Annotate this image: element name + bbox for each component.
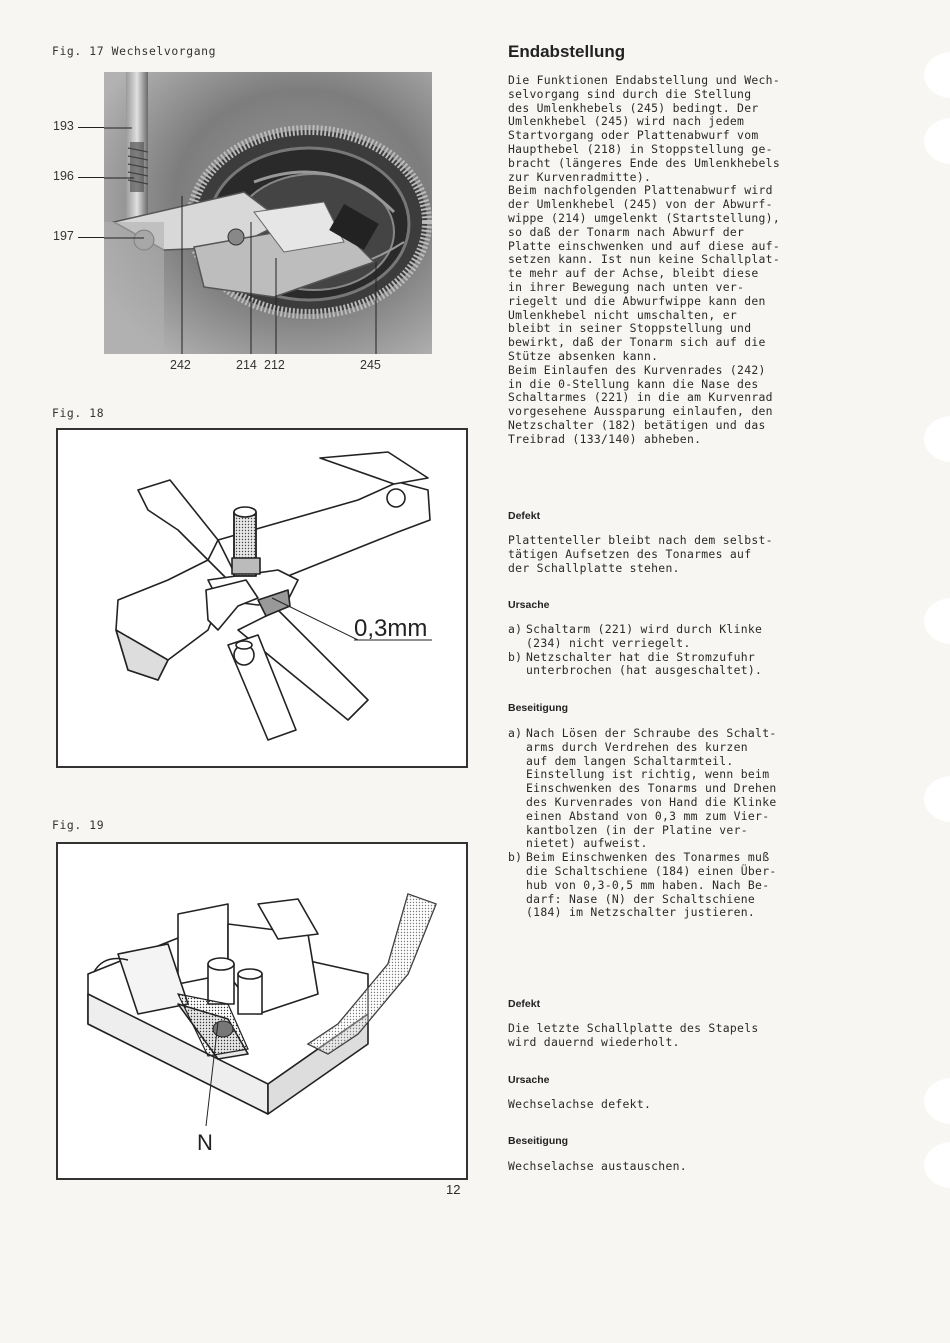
- fig19-frame: [56, 842, 468, 1180]
- binder-hole: [924, 776, 950, 822]
- leader-line: [78, 177, 104, 178]
- dimension-label: 0,3mm: [354, 615, 428, 642]
- fault1-defekt-header: Defekt: [508, 510, 541, 522]
- fig17-photo: [104, 72, 432, 354]
- list-item: [508, 623, 838, 651]
- fault2-beseitigung-paragraph: Wechselachse austauschen.: [508, 1159, 687, 1173]
- fault1-ursache-list: [508, 623, 838, 678]
- fault1-defekt-paragraph: Plattenteller bleibt nach dem selbst- tätigen Aufsetzen des Tonarmes auf der Schallplatte stehen.: [508, 533, 773, 575]
- fig19-mains-switch-illustration: [58, 844, 466, 1178]
- leader-line: [78, 237, 104, 238]
- item-text: Netzschalter hat die Stromzufuhr unterbrochen (hat ausgeschaltet).: [526, 649, 763, 678]
- intro-paragraph: Die Funktionen Endabstellung und Wech- selvorgang sind durch die Stellung des Umlenkhebels (245) bedingt. Der Umlenkhebel (245) wird nach jedem Startvorgang oder Plattenabwurf vom Haupthebel (218) in Stoppstellung ge- bracht (längeres Ende des Umlenkhebels zur Kurvenradmitte). Beim nachfolgenden Plattenabwurf wird der Umlenkhebel (245) von der Abwurf- wippe (214) umgelenkt (Startstellung), so daß der Tonarm nach Abwurf der Platte einschwenken und auf diese auf- setzen kann. Ist nun keine Schallplat- te mehr auf der Achse, bleibt diese in ihrer Bewegung nach unten ver- riegelt und die Abwurfwippe kann den Umlenkhebel nicht umschalten, er bleibt in seiner Stoppstellung und bewirkt, daß der Tonarm sich auf die Stütze absenken kann. Beim Einlaufen des Kurvenrades (242) in die 0-Stellung kann die Nase des Schaltarmes (221) in die am Kurvenrad vorgesehene Aussparung einlaufen, den Netzschalter (182) betätigen und das Treibrad (133/140) abheben.: [508, 73, 780, 446]
- list-item: [508, 851, 838, 920]
- fault1-beseitigung-list: [508, 727, 838, 920]
- item-label: a): [508, 726, 523, 740]
- fault2-defekt-header: Defekt: [508, 998, 541, 1010]
- fault2-defekt-paragraph: Die letzte Schallplatte des Stapels wird dauernd wiederholt.: [508, 1021, 759, 1049]
- fault1-beseitigung-header: Beseitigung: [508, 702, 569, 714]
- section-intro: [508, 74, 838, 447]
- item-label: b): [508, 850, 523, 865]
- fig19-marker: N: [197, 1130, 213, 1155]
- callout-242: 242: [170, 358, 191, 372]
- item-text: Schaltarm (221) wird durch Klinke (234) nicht verriegelt.: [526, 622, 763, 650]
- fig18-frame: [56, 428, 468, 768]
- fault2-defekt-text: [508, 1022, 838, 1050]
- fig17-mechanism-illustration: [104, 72, 432, 354]
- binder-hole: [924, 52, 950, 98]
- page-number: 12: [446, 1182, 461, 1197]
- fig19-label: Fig. 19: [52, 818, 105, 832]
- fault1-defekt-text: [508, 534, 838, 575]
- callout-212: 212: [264, 358, 285, 372]
- item-label: b): [508, 649, 523, 664]
- fault1-ursache-header: Ursache: [508, 599, 550, 611]
- binder-hole: [924, 1142, 950, 1188]
- binder-hole: [924, 1078, 950, 1124]
- item-text: Nach Lösen der Schraube des Schalt- arms durch Verdrehen des kurzen auf dem langen Schaltarmteil. Einstellung ist richtig, wenn beim Einschwenken des Tonarms und Drehen des Kurvenrades von Hand die Klinke einen Abstand von 0,3 mm zum Vier- kantbolzen (in der Platine ver- nietet) aufweist.: [526, 726, 777, 851]
- fig18-label: Fig. 18: [52, 406, 105, 420]
- fault2-ursache-header: Ursache: [508, 1074, 550, 1086]
- fault2-beseitigung-header: Beseitigung: [508, 1135, 569, 1147]
- callout-245: 245: [360, 358, 381, 372]
- binder-hole: [924, 118, 950, 164]
- fault2-beseitigung-text: [508, 1160, 838, 1174]
- leader-line: [78, 127, 104, 128]
- list-item: [508, 727, 838, 851]
- fault2-ursache-paragraph: Wechselachse defekt.: [508, 1097, 652, 1111]
- fig17-label: Fig. 17 Wechselvorgang: [52, 44, 217, 58]
- callout-197: 197: [53, 229, 74, 243]
- fault2-ursache-text: [508, 1098, 838, 1112]
- item-label: a): [508, 622, 523, 636]
- binder-hole: [924, 598, 950, 644]
- callout-214: 214: [236, 358, 257, 372]
- fig18-switch-arm-illustration: [58, 430, 466, 766]
- binder-hole: [924, 416, 950, 462]
- section-title: Endabstellung: [508, 42, 626, 61]
- item-text: Beim Einschwenken des Tonarmes muß die Schaltschiene (184) einen Über- hub von 0,3-0,5 mm haben. Nach Be- darf: Nase (N) der Schaltschiene (184) im Netzschalter justieren.: [526, 850, 777, 920]
- callout-193: 193: [53, 119, 74, 133]
- list-item: [508, 651, 838, 679]
- callout-196: 196: [53, 169, 74, 183]
